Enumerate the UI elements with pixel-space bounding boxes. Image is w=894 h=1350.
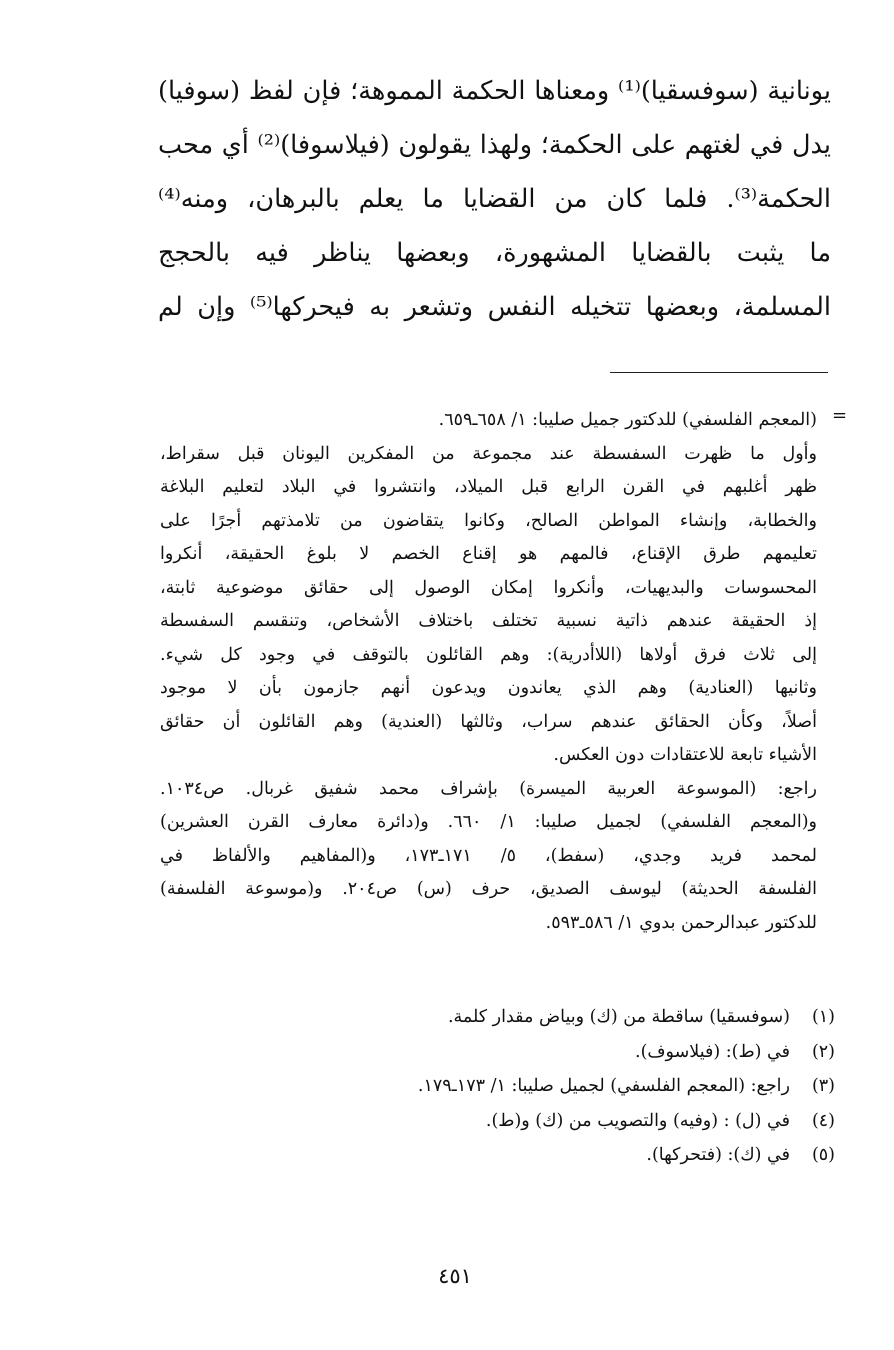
footnote-line: (المعجم الفلسفي) للدكتور جميل صليبا: ١/ ٦٥٨ـ٦٥٩. <box>438 410 817 430</box>
footnote-line: أصلاً، وكأن الحقائق عندهم سراب، وثالثها (العندية) وهم القائلون أن حقائق <box>160 711 817 732</box>
footnote-text: في (ك): (فتحركها). <box>646 1145 790 1165</box>
footnotes-list <box>300 1000 835 1173</box>
footnote-line: إذ الحقيقة عندهم ذاتية نسبية تختلف باختلاف الأشخاص، وتنقسم السفسطة <box>160 611 817 631</box>
footnote-item <box>300 1069 835 1104</box>
footnote-item <box>300 1000 835 1035</box>
main-text-line: المسلمة، وبعضها تتخيله النفس وتشعر به فيحركها⁽⁵⁾ وإن لم <box>158 292 831 322</box>
footnote-line: ظهر أغلبهم في القرن الرابع قبل الميلاد، وانتشروا في البلاد لتعليم البلاغة <box>160 477 817 497</box>
footnote-text: راجع: (المعجم الفلسفي) لجميل صليبا: ١/ ١٧٣ـ١٧٩. <box>417 1076 790 1096</box>
footnote-line: الفلسفة الحديثة) ليوسف الصديق، حرف (س) ص٢٠٤. و(موسوعة الفلسفة) <box>160 879 817 899</box>
footnote-separator-rule <box>610 372 828 373</box>
footnote-line: للدكتور عبدالرحمن بدوي ١/ ٥٨٦ـ٥٩٣. <box>545 912 817 933</box>
footnote-item <box>300 1138 835 1173</box>
footnote-line: و(المعجم الفلسفي) لجميل صليبا: ١/ ٦٦٠. و(دائرة معارف القرن العشرين) <box>160 812 817 832</box>
footnote-number: (١) <box>811 1007 835 1027</box>
footnote-text: في (ل) : (وفيه) والتصويب من (ك) و(ط). <box>485 1110 790 1131</box>
footnote-line: لمحمد فريد وجدي، (سفط)، ٥/ ١٧١ـ١٧٣، و(المفاهيم والألفاظ في <box>160 845 817 866</box>
footnote-line: إلى ثلاث فرق أولاها (اللاأدرية): وهم القائلون بالتوقف في وجود كل شيء. <box>160 644 817 665</box>
footnote-line: تعليمهم طرق الإقناع، فالمهم هو إقناع الخصم لا بلوغ الحقيقة، أنكروا <box>160 544 817 564</box>
main-text-line: يونانية (سوفسقيا)⁽¹⁾ ومعناها الحكمة المموهة؛ فإن لفظ (سوفيا) <box>158 76 831 106</box>
main-text-line: ما يثبت بالقضايا المشهورة، وبعضها يناظر فيه بالحجج <box>158 238 831 268</box>
footnote-number: (٥) <box>811 1145 835 1165</box>
footnote-line: راجع: (الموسوعة العربية الميسرة) بإشراف محمد شفيق غربال. ص١٠٣٤. <box>160 778 817 799</box>
footnote-continuation-marker: = <box>832 405 848 426</box>
footnote-text: (سوفسقيا) ساقطة من (ك) وبياض مقدار كلمة. <box>447 1007 790 1027</box>
main-text-line: يدل في لغتهم على الحكمة؛ ولهذا يقولون (فيلاسوفا)⁽²⁾ أي محب <box>158 130 831 160</box>
footnote-line: وأول ما ظهرت السفسطة عند مجموعة من المفكرين اليونان قبل سقراط، <box>160 443 817 464</box>
footnote-item <box>300 1035 835 1070</box>
footnote-number: (٣) <box>811 1076 835 1096</box>
page-number: ٤٥١ <box>438 1264 472 1288</box>
footnote-line: المحسوسات والبديهيات، وأنكروا إمكان الوصول إلى حقائق موضوعية ثابتة، <box>160 577 817 598</box>
footnote-line: وثانيها (العنادية) وهم الذي يعاندون ويدعون أنهم جازمون بأن لا موجود <box>160 678 817 698</box>
footnote-text: في (ط): (فيلاسوف). <box>635 1041 790 1062</box>
footnote-number: (٤) <box>811 1110 835 1131</box>
footnote-number: (٢) <box>811 1041 835 1062</box>
continued-footnote <box>160 404 817 940</box>
footnote-line: الأشياء تابعة للاعتقادات دون العكس. <box>553 745 817 765</box>
main-text-line: الحكمة⁽³⁾. فلما كان من القضايا ما يعلم بالبرهان، ومنه⁽⁴⁾ <box>158 184 831 214</box>
footnote-line: والخطابة، وإنشاء المواطن الصالح، وكانوا يتقاضون من تلامذتهم أجرًا على <box>160 510 817 531</box>
main-text <box>158 64 831 334</box>
footnote-item <box>300 1104 835 1139</box>
